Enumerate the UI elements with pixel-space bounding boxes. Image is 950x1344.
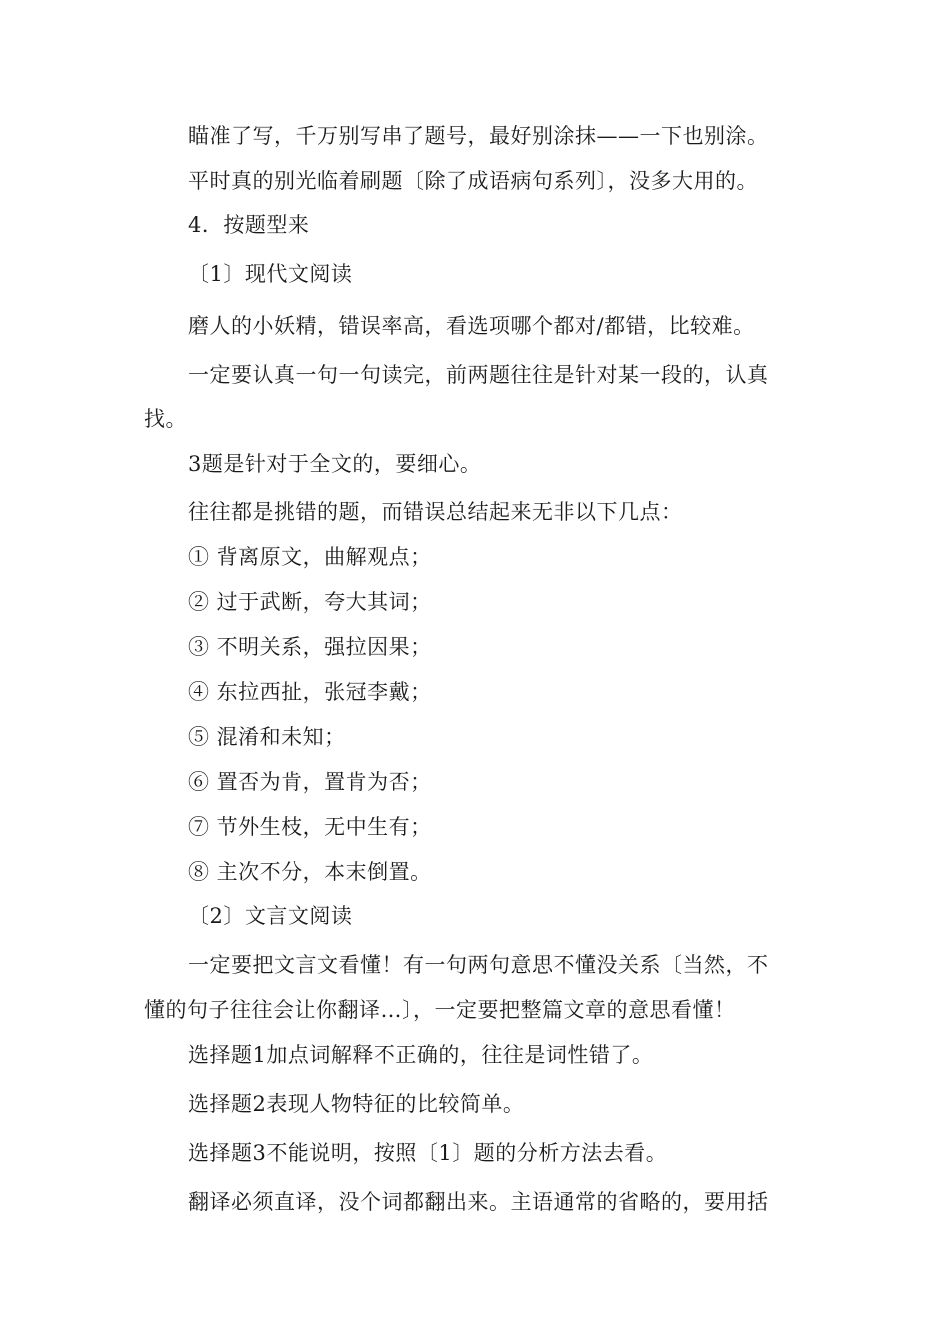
paragraph-line: 往往都是挑错的题，而错误总结起来无非以下几点： [188,500,683,524]
paragraph-line: 翻译必须直译，没个词都翻出来。主语通常的省略的，要用括 [188,1190,769,1214]
list-item: ⑤ 混淆和未知； [188,725,346,749]
paragraph-line: 平时真的别光临着刷题〔除了成语病句系列〕，没多大用的。 [188,169,758,193]
section-heading: 4．按题型来 [188,213,310,237]
paragraph-line: 磨人的小妖精，错误率高，看选项哪个都对/都错，比较难。 [188,314,755,338]
paragraph-line: 找。 [144,407,187,431]
paragraph-line: 选择题3不能说明，按照〔1〕题的分析方法去看。 [188,1141,668,1165]
paragraph-line: 一定要把文言文看懂！有一句两句意思不懂没关系〔当然，不 [188,953,769,977]
list-item: ① 背离原文，曲解观点； [188,545,432,569]
subsection-heading: 〔1〕现代文阅读 [188,262,353,286]
list-item: ② 过于武断，夸大其词； [188,590,432,614]
subsection-heading: 〔2〕文言文阅读 [188,904,353,928]
paragraph-line: 一定要认真一句一句读完，前两题往往是针对某一段的，认真 [188,363,769,387]
list-item: ⑧ 主次不分，本末倒置。 [188,860,432,884]
paragraph-line: 瞄准了写，千万别写串了题号，最好别涂抹——一下也别涂。 [188,124,769,148]
list-item: ③ 不明关系，强拉因果； [188,635,432,659]
list-item: ⑥ 置否为肯，置肯为否； [188,770,432,794]
paragraph-line: 选择题1加点词解释不正确的，往往是词性错了。 [188,1043,654,1067]
paragraph-line: 懂的句子往往会让你翻译…〕，一定要把整篇文章的意思看懂！ [144,998,736,1022]
paragraph-line: 选择题2表现人物特征的比较简单。 [188,1092,525,1116]
list-item: ④ 东拉西扯，张冠李戴； [188,680,432,704]
paragraph-line: 3题是针对于全文的，要细心。 [188,452,482,476]
list-item: ⑦ 节外生枝，无中生有； [188,815,432,839]
